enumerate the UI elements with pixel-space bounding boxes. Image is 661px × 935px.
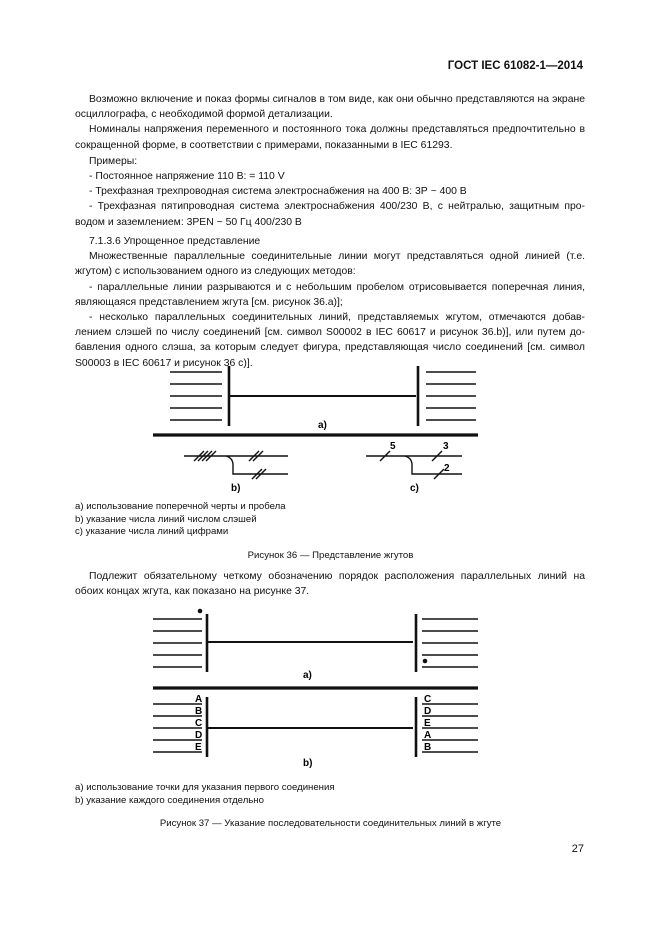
figure-37-legend <box>75 782 335 807</box>
example-item: - Трехфазная трехпроводная система электроснабжения на 400 В: 3Р ~ 400 В <box>89 186 467 198</box>
line-letter: E <box>424 718 431 729</box>
first-connection-dot <box>423 659 428 664</box>
example-item: - Постоянное напряжение 110 В: = 110 V <box>89 171 285 183</box>
line-letter: A <box>424 730 432 741</box>
figure-label-a: a) <box>318 420 327 431</box>
figure-label-c: c) <box>410 483 419 494</box>
legend-item: а) использование поперечной черты и пробела <box>75 501 286 512</box>
figure-label-b: b) <box>303 758 313 769</box>
line-letter: C <box>424 694 432 705</box>
example-item: - Трехфазная пятипроводная система электроснабжения 400/230 В, с нейтралью, защитным проводом и заземлением: 3PEN ~ 50 Гц 400/230 В <box>75 201 585 228</box>
count-number: 3 <box>443 441 449 452</box>
legend-item: b) указание каждого соединения отдельно <box>75 794 264 806</box>
paragraph: - несколько параллельных соединительных линий, представляемых жгутом, отмечаются добавлением слэшей по числу соединений [см. символ S00002 в IEC 60617 и рисунок 36.b)], или путем добавления одного слэша, за которым следует фигура, представляющая число соединений [см. символ S00003 в IEC 60617 и рисунок 36 с)]. <box>75 312 585 369</box>
count-number: 5 <box>390 441 396 452</box>
figure-36-caption: Рисунок 36 — Представление жгутов <box>247 550 414 561</box>
line-letter: D <box>424 706 432 717</box>
line-letter: C <box>195 718 203 729</box>
line-letter: D <box>195 730 203 741</box>
legend-item: с) указание числа линий цифрами <box>75 526 229 538</box>
paragraph: Подлежит обязательному четкому обозначению порядок расположения параллельных линий на обоих концах жгута, как показано на рисунке 37. <box>75 571 585 598</box>
line-letter: B <box>424 742 432 753</box>
count-number: 2 <box>444 463 450 474</box>
first-connection-dot <box>198 609 203 614</box>
figure-37-caption: Рисунок 37 — Указание последовательности соединительных линий в жгуте <box>159 818 502 829</box>
examples-label: Примеры: <box>89 155 138 167</box>
document-header: ГОСТ IEC 61082-1—2014 <box>447 60 583 72</box>
legend-item: а) использование точки для указания первого соединения <box>75 782 335 793</box>
paragraph: - параллельные линии разрываются и с небольшим пробелом отрисовывается поперечная линия, являющаяся представлением жгута [см. рисунок 36.а)]; <box>75 281 585 308</box>
legend-item: b) указание числа линий числом слэшей <box>75 513 257 525</box>
paragraph: Множественные параллельные соединительные линии могут представляться одной линией (т.е. жгутом) с использованием одного из следующих методов: <box>75 251 585 278</box>
section-heading: 7.1.3.6 Упрощенное представление <box>89 236 261 247</box>
line-letter: A <box>195 694 203 705</box>
figure-label-a: a) <box>303 670 312 681</box>
figure-label-b: b) <box>231 483 241 494</box>
paragraph: Номиналы напряжения переменного и постоянного тока должны представляться предпочтительно в сокращенной форме, в соответствии с примерами, показанными в IEC 61293. <box>75 124 585 151</box>
page-number: 27 <box>571 843 584 855</box>
paragraph: Возможно включение и показ формы сигналов в том виде, как они обычно представляются на экране осциллографа, с необходимой формой детализации. <box>75 94 585 121</box>
line-letter: E <box>195 742 202 753</box>
line-letter: B <box>195 706 203 717</box>
